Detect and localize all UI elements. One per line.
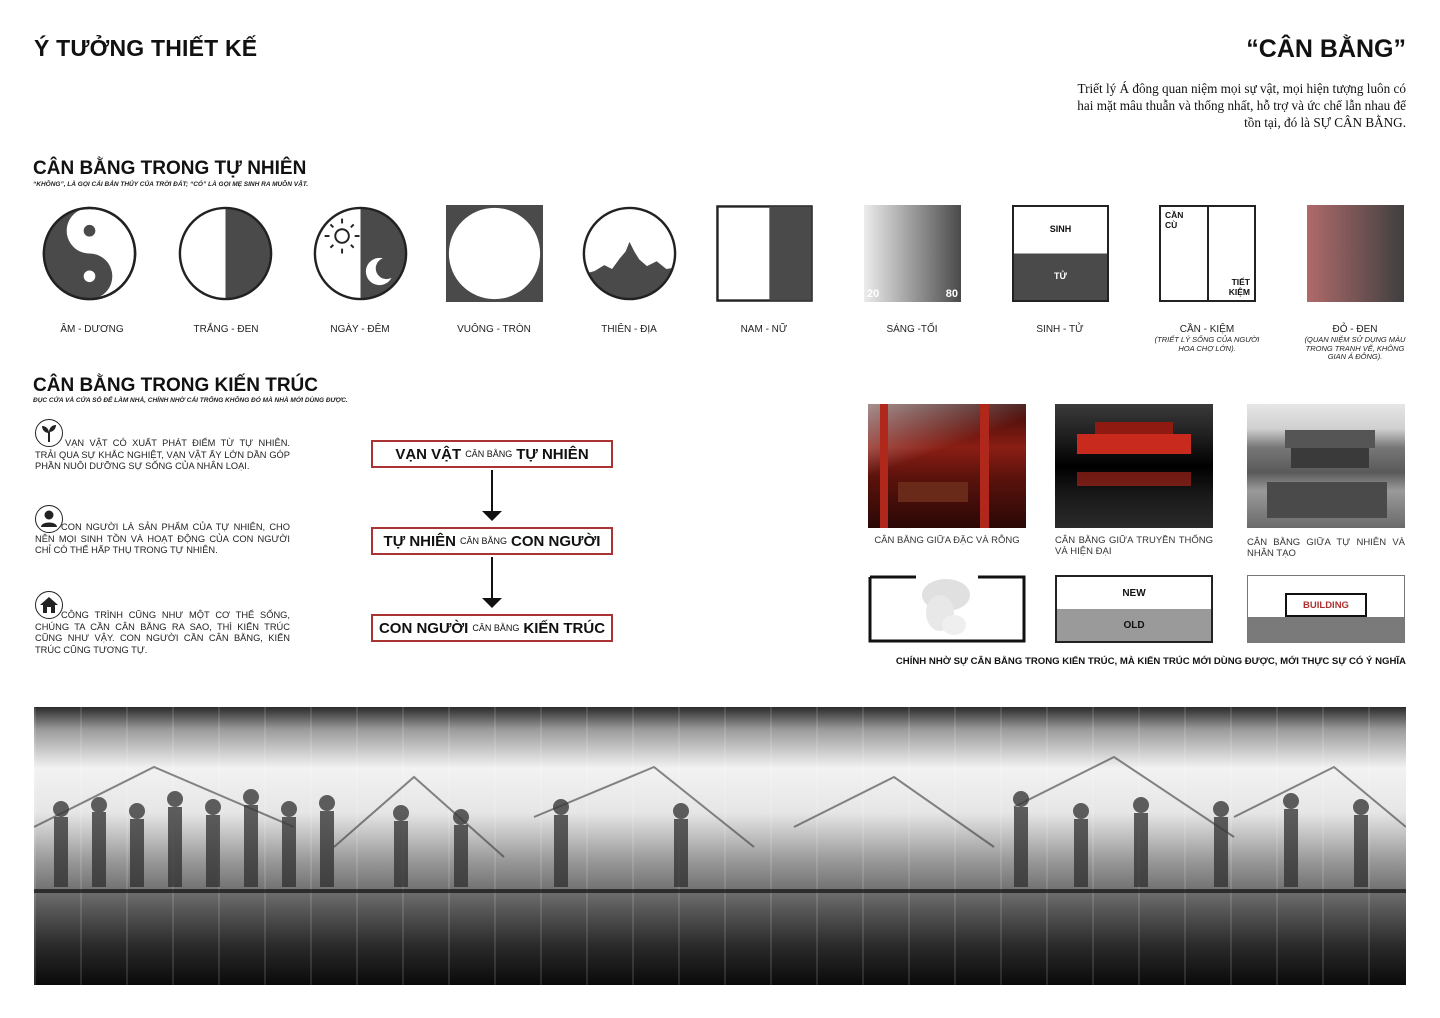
diligence-label: CẦN CÙ (1165, 210, 1184, 230)
building-diagram (1247, 575, 1405, 643)
building-label: BUILDING (1303, 599, 1349, 611)
flow-2-mid: CÂN BẰNG (460, 536, 508, 546)
light-dark-right-number: 80 (945, 288, 958, 300)
new-old-diagram (1055, 575, 1213, 643)
flow-3-mid: CÂN BẰNG (472, 623, 520, 633)
new-label: NEW (1057, 577, 1211, 609)
caption-trang-den: TRẮNG - ĐEN (193, 324, 259, 335)
architecture-conclusion: CHÍNH NHỜ SỰ CÂN BẰNG TRONG KIẾN TRÚC, MÀ KIẾN TRÚC MỚI DÙNG ĐƯỢC, MỚI THỰC SỰ CÓ Ý NGHĨA (895, 656, 1406, 667)
old-label: OLD (1057, 609, 1211, 641)
note-do-den: (QUAN NIỆM SỬ DỤNG MÀU TRONG TRANH VẼ, KHÔNG GIAN Á ĐÔNG). (1304, 335, 1406, 361)
traditional-house-photo (1247, 404, 1405, 528)
flow-1-b: TỰ NHIÊN (516, 445, 589, 463)
temple-interior-photo (868, 404, 1026, 528)
caption-am-duong: ÂM - DƯƠNG (60, 324, 124, 335)
red-black-icon (1307, 205, 1404, 302)
caption-ngay-dem: NGÀY - ĐÊM (330, 324, 390, 335)
yin-yang-icon (41, 205, 138, 302)
flow-1-mid: CÂN BẰNG (465, 449, 513, 459)
diligence-thrift-icon (1159, 205, 1256, 302)
photo-caption-3: CÂN BẰNG GIỮA TỰ NHIÊN VÀ NHÂN TẠO (1247, 537, 1405, 559)
paragraph-human: CON NGƯỜI LÀ SẢN PHẨM CỦA TỰ NHIÊN, CHO NÊN MỌI SINH TỒN VÀ HOẠT ĐỘNG CỦA CON NGƯỜI CHỈ CÓ THỂ HẤP THỤ TRONG TỰ NHIÊN. (35, 522, 290, 555)
flow-arrow-1 (491, 470, 493, 514)
caption-sang-toi: SÁNG -TỐI (886, 324, 938, 335)
shadow-panorama-image (34, 707, 1406, 985)
life-death-icon (1012, 205, 1109, 302)
death-label: TỬ (1054, 271, 1067, 281)
caption-thien-dia: THIÊN - ĐỊA (601, 324, 657, 335)
thrift-label: TIẾT KIỆM (1228, 277, 1250, 297)
flow-3-b: KIẾN TRÚC (523, 619, 606, 637)
photo-caption-1: CÂN BẰNG GIỮA ĐẶC VÀ RỖNG (874, 535, 1020, 546)
arrow-down-icon (482, 598, 502, 608)
modern-pavilion-photo (1055, 404, 1213, 528)
flow-2-b: CON NGƯỜI (511, 532, 601, 550)
page-title: Ý TƯỞNG THIẾT KẾ (34, 35, 258, 61)
flow-box-1 (371, 440, 613, 468)
male-female-icon (716, 205, 813, 302)
flow-2-a: TỰ NHIÊN (383, 532, 456, 550)
square-circle-icon (446, 205, 543, 302)
caption-nam-nu: NAM - NỮ (740, 324, 788, 335)
flow-1-a: VẠN VẬT (395, 445, 462, 463)
note-can-kiem: (TRIẾT LÝ SỐNG CỦA NGƯỜI HOA CHỢ LỚN). (1154, 335, 1260, 353)
life-label: SINH (1049, 224, 1072, 234)
concept-quote: “CÂN BẰNG” (1246, 35, 1406, 63)
nature-section-subtitle: “KHÔNG”, LÀ GỌI CÁI BẢN THỦY CỦA TRỜI ĐẤT; “CÓ” LÀ GỌI MẸ SINH RA MUÔN VẬT. (33, 181, 309, 188)
architecture-section-subtitle: ĐỤC CỬA VÀ CỬA SỔ ĐỂ LÀM NHÀ, CHÍNH NHỜ CÁI TRỐNG KHÔNG ĐÓ MÀ NHÀ MỚI DÙNG ĐƯỢC. (33, 397, 348, 404)
heaven-earth-icon (581, 205, 678, 302)
solid-void-diagram (868, 575, 1026, 643)
flow-box-3 (371, 614, 613, 642)
paragraph-nature: VẠN VẬT CÓ XUẤT PHÁT ĐIỂM TỪ TỰ NHIÊN. TRẢI QUA SỰ KHẮC NGHIỆT, VẠN VẬT ẤY LỚN DẦN GÓP PHẦN NUÔI DƯỠNG SỰ SỐNG CỦA NHÂN LOẠI. (35, 438, 290, 471)
caption-can-kiem: CẦN - KIỆM (1179, 324, 1235, 335)
caption-vuong-tron: VUÔNG - TRÒN (457, 324, 531, 335)
arrow-down-icon (482, 511, 502, 521)
light-dark-left-number: 20 (867, 288, 880, 300)
flow-box-2 (371, 527, 613, 555)
photo-caption-2: CÂN BẰNG GIỮA TRUYỀN THỐNG VÀ HIỆN ĐẠI (1055, 535, 1213, 557)
divider-line (1207, 207, 1209, 300)
intro-paragraph: Triết lý Á đông quan niệm mọi sự vật, mọi hiện tượng luôn có hai mặt mâu thuẫn và thống nhất, hỗ trợ và ức chế lẫn nhau để tồn tại, đó là SỰ CÂN BẰNG. (1077, 81, 1406, 130)
flow-3-a: CON NGƯỜI (378, 619, 469, 637)
paragraph-architecture: CÔNG TRÌNH CŨNG NHƯ MỘT CƠ THỂ SỐNG, CHÚNG TA CẦN CÂN BẰNG RA SAO, THÌ KIẾN TRÚC CŨNG NHƯ VẬY. CON NGƯỜI CẦN CÂN BẰNG, KIẾN TRÚC CŨNG TƯƠNG TỰ. (35, 610, 290, 655)
caption-sinh-tu: SINH - TỬ (1036, 324, 1084, 335)
day-night-icon (312, 205, 409, 302)
flow-arrow-2 (491, 557, 493, 601)
half-circle-icon (177, 205, 274, 302)
light-dark-icon (864, 205, 961, 302)
nature-section-title: CÂN BẰNG TRONG TỰ NHIÊN (33, 158, 307, 179)
architecture-section-title: CÂN BẰNG TRONG KIẾN TRÚC (33, 375, 318, 396)
caption-do-den: ĐỎ - ĐEN (1332, 324, 1378, 335)
